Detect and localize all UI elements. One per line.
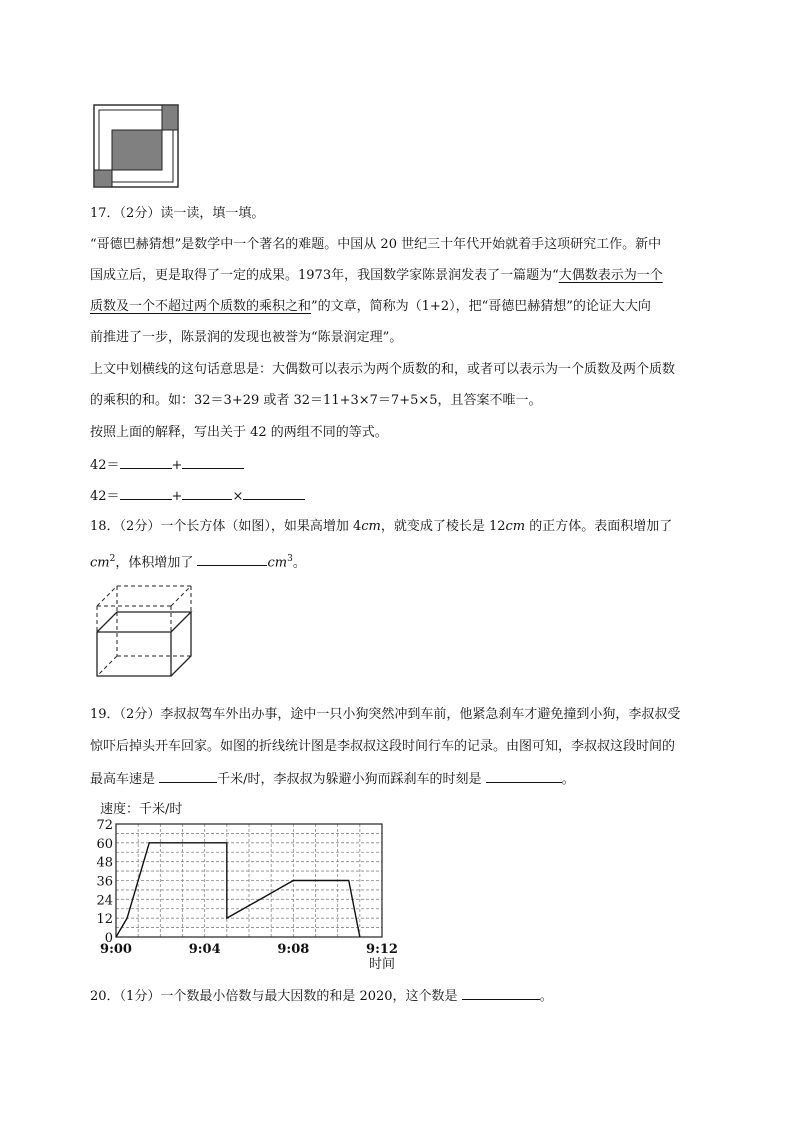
chart-y-tick-label: 0 — [104, 931, 113, 946]
chart-title: 速度：千米/时 — [100, 802, 183, 817]
square-shaded-regions-figure — [93, 104, 179, 188]
q17-number: 17． — [90, 206, 120, 221]
q17-prompt: 读一读，填一填。 — [160, 206, 265, 221]
answer-blank[interactable] — [182, 456, 244, 469]
chart-x-tick-label: 9:12 — [366, 942, 398, 957]
q17-score: （2分） — [119, 206, 161, 221]
q20-score: （1分） — [119, 989, 161, 1004]
figure-center-block — [112, 130, 162, 170]
q19-score: （2分） — [119, 707, 161, 722]
q17-paragraph-line: “哥德巴赫猜想”是数学中一个著名的难题。中国从 20 世纪三十年代开始就着手这项研究工作。新中 — [90, 237, 662, 252]
q18-line-1: 18．（2分）一个长方体（如图），如果高增加 4cm，就变成了棱长是 12cm 的正方体。表面积增加了 — [90, 519, 673, 534]
chart-y-tick-label: 48 — [96, 855, 113, 871]
chart-y-tick-label: 24 — [96, 893, 113, 909]
answer-blank[interactable] — [120, 456, 172, 469]
q18-score: （2分） — [119, 519, 161, 534]
answer-blank[interactable] — [486, 770, 562, 783]
speed-line-chart — [88, 796, 400, 974]
chart-y-tick-label: 36 — [96, 874, 113, 890]
q19-line-3: 最高车速是 千米/时，李叔叔为躲避小狗而踩刹车的时刻是 。 — [90, 772, 575, 787]
q17-instruction: 按照上面的解释，写出关于 42 的两组不同的等式。 — [90, 425, 388, 440]
q17-paragraph-line: 前推进了一步，陈景润的发现也被誉为“陈景润定理”。 — [90, 330, 403, 345]
q19-line-2: 惊吓后掉头开车回家。如图的折线统计图是李叔叔这段时间行车的记录。由图可知，李叔叔这段时间的 — [90, 739, 676, 754]
answer-blank[interactable] — [159, 770, 217, 783]
answer-blank[interactable] — [462, 987, 540, 1000]
q17-paragraph-line: 质数及一个不超过两个质数的乘积之和”的文章，简称为（1+2），把“哥德巴赫猜想”的论证大大向 — [90, 299, 651, 314]
q18-line-2: $cm^2$，体积增加了 $cm^3$。 — [90, 554, 306, 571]
answer-blank[interactable] — [182, 487, 232, 500]
underlined-phrase: 大偶数表示为一个 — [558, 268, 663, 283]
q17-explanation-line: 上文中划横线的这句话意思是：大偶数可以表示为两个质数的和，或者可以表示为一个质数及两个质数 — [90, 362, 676, 377]
figure-bottom-left-block — [94, 170, 112, 187]
q17-paragraph-line: 国成立后，更是取得了一定的成果。1973年，我国数学家陈景润发表了一篇题为“大偶数表示为一个 — [90, 268, 663, 283]
q18-number: 18． — [90, 519, 120, 534]
q19-number: 19． — [90, 707, 120, 722]
q19-line-1: 19．（2分）李叔叔驾车外出办事，途中一只小狗突然冲到车前，他紧急刹车才避免撞到小狗，李叔叔受 — [90, 707, 681, 722]
chart-x-tick-label: 9:00 — [100, 942, 132, 957]
answer-blank[interactable] — [120, 487, 172, 500]
chart-y-tick-label: 12 — [96, 912, 113, 928]
answer-blank[interactable] — [197, 553, 267, 566]
chart-x-tick-label: 9:08 — [277, 942, 310, 957]
q20-line: 20．（1分）一个数最小倍数与最大因数的和是 2020，这个数是 。 — [90, 989, 553, 1004]
underlined-phrase: 质数及一个不超过两个质数的乘积之和 — [90, 299, 312, 314]
q17-explanation-line: 的乘积的和。如：32＝3+29 或者 32＝11+3×7＝7+5×5，且答案不唯一。 — [90, 393, 542, 408]
q20-number: 20． — [90, 989, 120, 1004]
cuboid-figure — [92, 584, 196, 680]
chart-x-tick-label: 9:04 — [188, 942, 221, 957]
chart-x-axis-label: 时间 — [368, 957, 396, 972]
q17-heading — [90, 205, 264, 223]
chart-y-tick-label: 72 — [96, 818, 113, 833]
chart-y-tick-label: 60 — [96, 836, 113, 852]
figure-top-right-block — [162, 105, 178, 130]
q17-equation-2: 42＝ + × — [90, 487, 305, 506]
q17-equation-1: 42＝ + — [90, 456, 244, 475]
answer-blank[interactable] — [243, 487, 305, 500]
